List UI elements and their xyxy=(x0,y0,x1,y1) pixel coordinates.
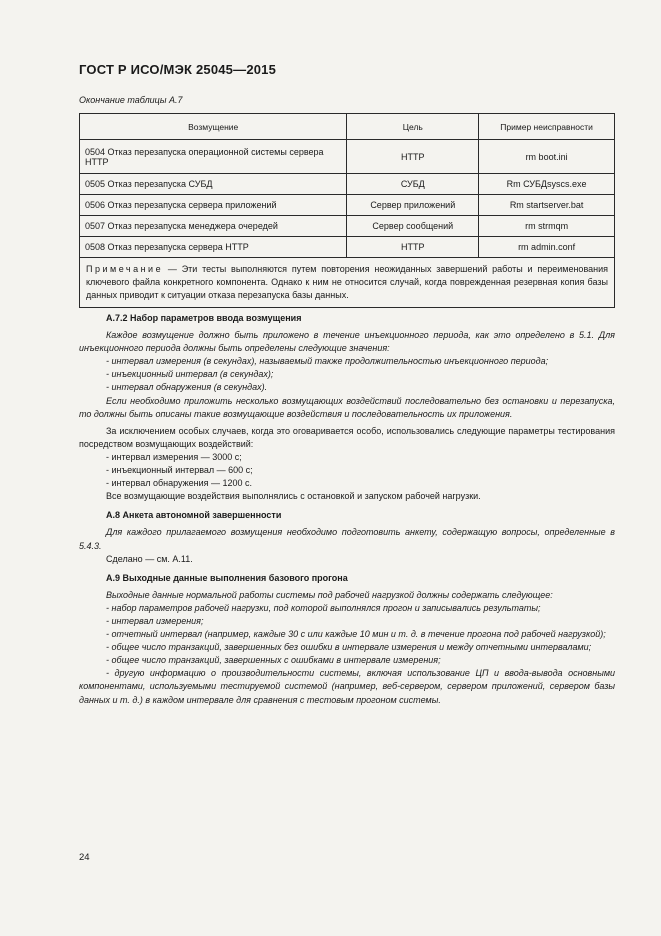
list-item: - интервал измерения; xyxy=(106,615,204,626)
document-header: ГОСТ Р ИСО/МЭК 25045—2015 xyxy=(79,62,277,77)
section-heading: А.7.2 Набор параметров ввода возмущения xyxy=(106,313,302,323)
paragraph: Все возмущающие воздействия выполнялись с остановкой и запуском рабочей нагрузки. xyxy=(106,491,481,502)
column-header-example: Пример неисправности xyxy=(479,114,615,140)
page-number: 24 xyxy=(79,852,90,863)
table-row xyxy=(80,174,615,195)
cell-example: Rm startserver.bat xyxy=(479,195,615,216)
cell-example: rm boot.ini xyxy=(479,140,615,174)
cell-target: HTTP xyxy=(347,140,479,174)
list-item: - инъекционный интервал (в секундах); xyxy=(106,369,274,380)
document-body xyxy=(79,312,615,707)
table-note-row xyxy=(80,258,615,308)
cell-example: Rm СУБДsysсs.exe xyxy=(479,174,615,195)
list-item: - интервал обнаружения — 1200 с. xyxy=(106,478,253,489)
table-row xyxy=(80,140,615,174)
list-item: - другую информацию о производительности системы, включая использование ЦП и ввода-вывода основными компонентами, используемыми тестируемой системой (например, веб-сервером, сервером приложений, сервером базы данных и т. д.) в каждом интервале для сравнения с тестовым прогоном системы. xyxy=(79,668,615,705)
cell-example: rm admin.conf xyxy=(479,237,615,258)
table-row xyxy=(80,216,615,237)
section-heading: А.8 Анкета автономной завершенности xyxy=(106,510,282,521)
list-item: - набор параметров рабочей нагрузки, под которой выполнялся прогон и записывались результаты; xyxy=(106,602,541,613)
column-header-disturbance: Возмущение xyxy=(80,114,347,140)
table-header-row xyxy=(80,114,615,140)
list-item: - интервал измерения (в секундах), называемый также продолжительностью инъекционного периода; xyxy=(106,356,549,367)
table-row xyxy=(80,237,615,258)
list-item: - интервал обнаружения (в секундах). xyxy=(106,382,268,393)
note-label: Примечание xyxy=(86,264,164,274)
paragraph: Каждое возмущение должно быть приложено в течение инъекционного периода, как это определено в 5.1. Для инъекционного периода должны быть определены следующие значения: xyxy=(79,330,615,354)
list-item: - общее число транзакций, завершенных с ошибками в интервале измерения; xyxy=(106,655,441,666)
cell-disturbance: 0504 Отказ перезапуска операционной системы сервера HTTP xyxy=(80,140,347,174)
cell-disturbance: 0507 Отказ перезапуска менеджера очередей xyxy=(80,216,347,237)
cell-target: Сервер сообщений xyxy=(347,216,479,237)
cell-disturbance: 0505 Отказ перезапуска СУБД xyxy=(80,174,347,195)
table-row xyxy=(80,195,615,216)
cell-target: Сервер приложений xyxy=(347,195,479,216)
disturbance-table xyxy=(79,113,615,308)
cell-target: HTTP xyxy=(347,237,479,258)
table-note xyxy=(80,258,615,308)
list-item: - интервал измерения — 3000 с; xyxy=(106,451,242,462)
list-item: - инъекционный интервал — 600 с; xyxy=(106,465,253,476)
list-item: - отчетный интервал (например, каждые 30 с или каждые 10 мин и т. д. в течение прогона под рабочей нагрузкой); xyxy=(106,629,606,640)
section-heading: А.9 Выходные данные выполнения базового прогона xyxy=(106,572,348,583)
note-text: — Эти тесты выполняются путем повторения неожиданных завершений работы и переименования ключевого файла конкретного компонента. Однако к ним не относится случай, когда поврежденная резервная копия базы данных приводит к ситуации отказа перезапуска базы данных. xyxy=(86,264,608,300)
paragraph: За исключением особых случаев, когда это оговаривается особо, использовались следующие параметры тестирования посредством возмущающих воздействий: xyxy=(79,425,615,449)
column-header-target: Цель xyxy=(347,114,479,140)
cell-disturbance: 0508 Отказ перезапуска сервера HTTP xyxy=(80,237,347,258)
list-item: - общее число транзакций, завершенных без ошибки в интервале измерения и между отчетными интервалами; xyxy=(106,642,592,653)
cell-target: СУБД xyxy=(347,174,479,195)
cell-example: rm strmqm xyxy=(479,216,615,237)
cell-disturbance: 0506 Отказ перезапуска сервера приложений xyxy=(80,195,347,216)
paragraph: Сделано — см. А.11. xyxy=(106,553,193,564)
paragraph: Если необходимо приложить несколько возмущающих воздействий последовательно без остановки и перезапуска, то должны быть описаны такие возмущающие воздействия и последовательность их приложения. xyxy=(79,395,615,419)
paragraph: Выходные данные нормальной работы системы под рабочей нагрузкой должны содержать следующее: xyxy=(106,589,553,600)
table-caption: Окончание таблицы А.7 xyxy=(79,95,183,105)
paragraph: Для каждого прилагаемого возмущения необходимо подготовить анкету, содержащую вопросы, определенные в 5.4.3. xyxy=(79,527,615,551)
